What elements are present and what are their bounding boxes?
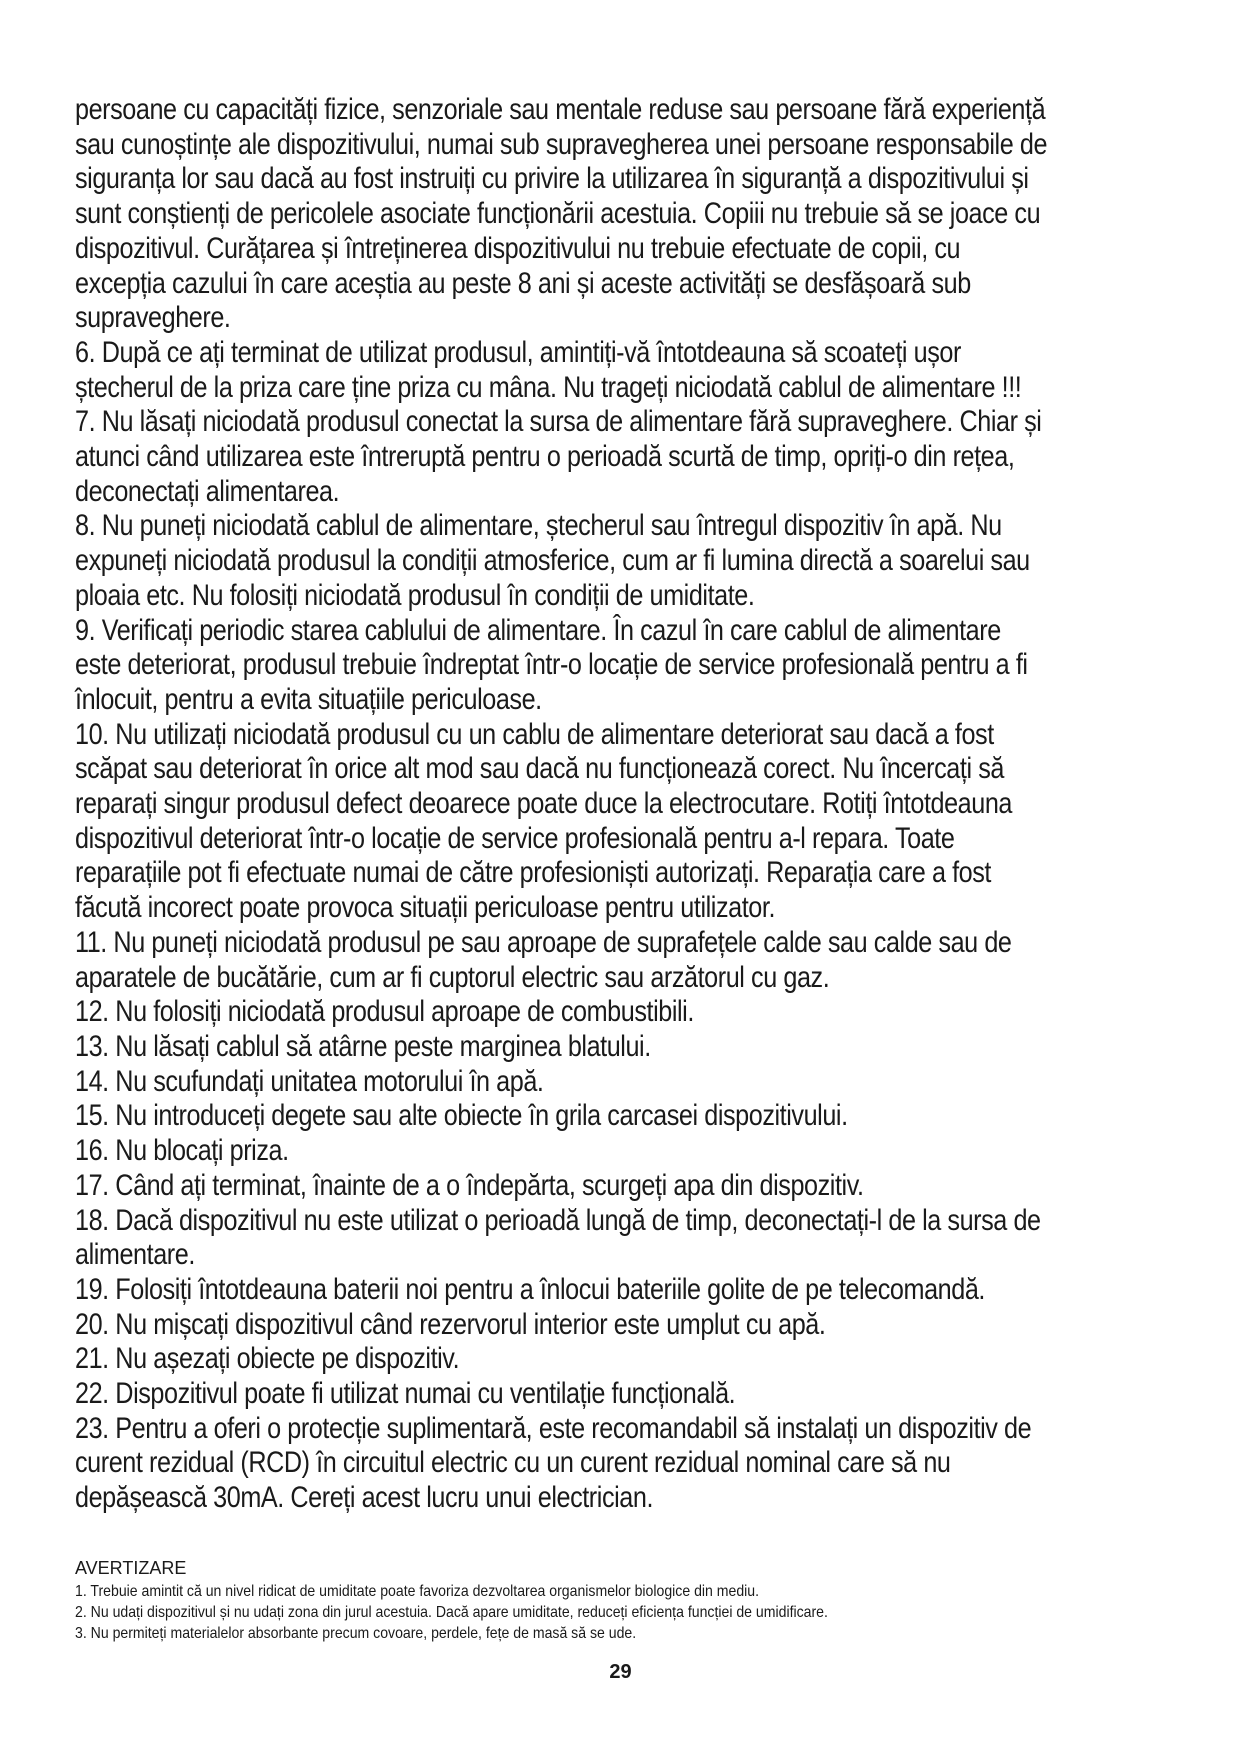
safety-instructions [75,93,1184,1516]
body-line: aparatele de bucătărie, cum ar fi cuptorul electric sau arzătorul cu gaz. [75,960,830,994]
body-line: persoane cu capacități fizice, senzoriale sau mentale reduse sau persoane fără experiență [75,93,1046,126]
body-line: curent rezidual (RCD) în circuitul electric cu un curent rezidual nominal care să nu [75,1446,951,1480]
body-line: excepția cazului în care aceștia au peste 8 ani și aceste activități se desfășoară sub [75,266,971,300]
document-page [75,93,1185,1516]
body-line: 19. Folosiți întotdeauna baterii noi pentru a înlocui bateriile golite de pe telecomandă. [75,1272,985,1306]
warning-list [75,1581,1184,1644]
body-line: 11. Nu puneți niciodată produsul pe sau aproape de suprafețele calde sau calde sau de [75,925,1012,959]
body-line: 18. Dacă dispozitivul nu este utilizat o perioadă lungă de timp, deconectați-l de la sursa de [75,1203,1041,1237]
warning-item: 1. Trebuie amintit că un nivel ridicat de umiditate poate favoriza dezvoltarea organismelor biologice din mediu. [75,1583,760,1600]
body-line: dispozitivul. Curățarea și întreținerea dispozitivului nu trebuie efectuate de copii, cu [75,231,961,265]
page-number: 29 [609,1661,632,1683]
body-line: deconectați alimentarea. [75,474,340,508]
body-line: expuneți niciodată produsul la condiții atmosferice, cum ar fi lumina directă a soarelui sau [75,544,1030,578]
warning-item: 2. Nu udați dispozitivul și nu udați zona din jurul acestuia. Dacă apare umiditate, reduceți eficiența funcției de umidificare. [75,1604,828,1621]
body-line: 21. Nu așezați obiecte pe dispozitiv. [75,1342,460,1376]
body-line: 15. Nu introduceți degete sau alte obiecte în grila carcasei dispozitivului. [75,1099,848,1133]
body-line: reparați singur produsul defect deoarece poate duce la electrocutare. Rotiți întotdeauna [75,787,1013,821]
body-line: 22. Dispozitivul poate fi utilizat numai cu ventilație funcțională. [75,1377,736,1411]
body-line: făcută incorect poate provoca situații periculoase pentru utilizator. [75,891,776,925]
body-line: 8. Nu puneți niciodată cablul de alimentare, ștecherul sau întregul dispozitiv în apă. Nu [75,509,1002,543]
body-line: 6. După ce ați terminat de utilizat produsul, amintiți-vă întotdeauna să scoateți ușor [75,335,961,369]
body-line: supraveghere. [75,301,231,335]
body-line: 9. Verificați periodic starea cablului de alimentare. În cazul în care cablul de alimentare [75,613,1001,647]
body-line: siguranța lor sau dacă au fost instruiți cu privire la utilizarea în siguranță a dispozitivului și [75,162,1029,196]
body-line: 12. Nu folosiți niciodată produsul aproape de combustibili. [75,995,694,1029]
body-line: dispozitivul deteriorat într-o locație de service profesională pentru a-l repara. Toate [75,821,955,855]
body-line: 10. Nu utilizați niciodată produsul cu un cablu de alimentare deteriorat sau dacă a fost [75,717,994,751]
body-line: 23. Pentru a oferi o protecție suplimentară, este recomandabil să instalați un dispozitiv de [75,1411,1032,1445]
body-line: 20. Nu mișcați dispozitivul când rezervorul interior este umplut cu apă. [75,1307,826,1341]
body-line: reparațiile pot fi efectuate numai de către profesioniști autorizați. Reparația care a fost [75,856,992,890]
body-line: 13. Nu lăsați cablul să atârne peste marginea blatului. [75,1029,651,1063]
warning-title: AVERTIZARE [75,1558,187,1578]
body-line: ploaia etc. Nu folosiți niciodată produsul în condiții de umiditate. [75,578,755,612]
body-line: atunci când utilizarea este întreruptă pentru o perioadă scurtă de timp, opriți-o din rețea, [75,440,1015,474]
warning-item: 3. Nu permiteți materialelor absorbante precum covoare, perdele, fețe de masă să se ude. [75,1625,637,1642]
body-line: depășească 30mA. Cereți acest lucru unui electrician. [75,1481,654,1515]
body-line: înlocuit, pentru a evita situațiile periculoase. [75,682,542,716]
body-line: este deteriorat, produsul trebuie îndreptat într-o locație de service profesională pentru a fi [75,648,1028,682]
body-line: scăpat sau deteriorat în orice alt mod sau dacă nu funcționează corect. Nu încercați să [75,752,1004,786]
body-line: sunt conștienți de pericolele asociate funcționării acestuia. Copiii nu trebuie să se joace cu [75,197,1041,231]
body-line: sau cunoștințe ale dispozitivului, numai sub supravegherea unei persoane responsabile de [75,127,1048,161]
body-line: 14. Nu scufundați unitatea motorului în apă. [75,1064,544,1098]
body-line: 16. Nu blocați priza. [75,1134,289,1168]
warning-section [75,1557,1185,1644]
body-line: alimentare. [75,1238,195,1272]
body-line: ștecherul de la priza care ține priza cu mâna. Nu trageți niciodată cablul de alimentare !!! [75,370,1022,404]
body-line: 17. Când ați terminat, înainte de a o îndepărta, scurgeți apa din dispozitiv. [75,1168,864,1202]
body-line: 7. Nu lăsați niciodată produsul conectat la sursa de alimentare fără supraveghere. Chiar și [75,405,1042,439]
